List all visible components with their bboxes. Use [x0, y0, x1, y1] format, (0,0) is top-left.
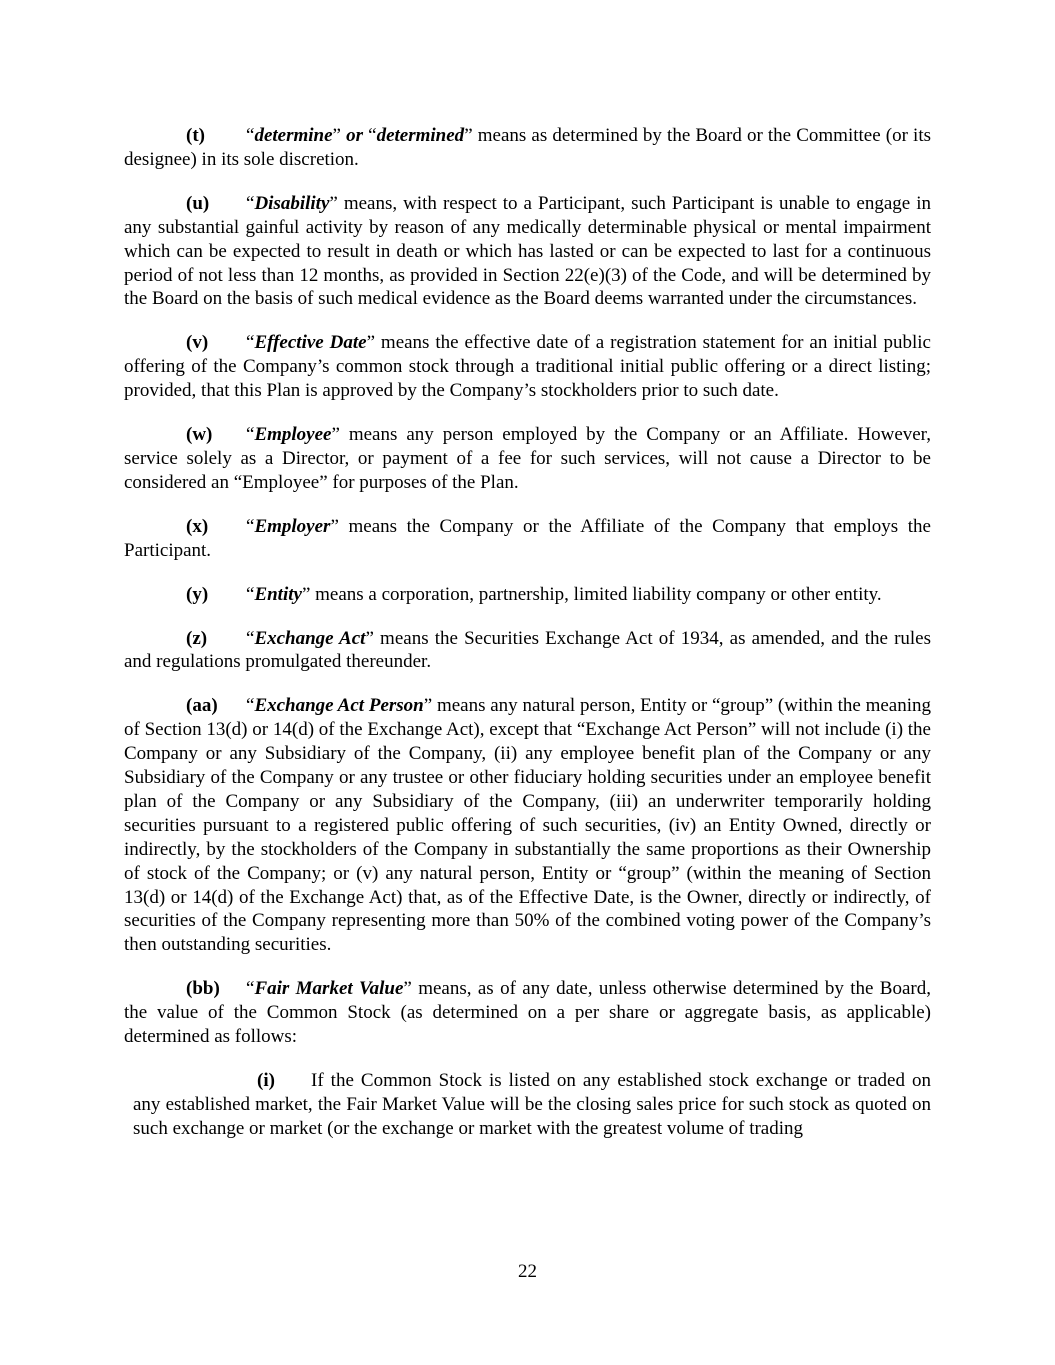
defined-term: Employee	[254, 424, 332, 446]
definition-text: means the Company or the Affiliate of the Company that employs the Participant.	[124, 515, 931, 561]
defined-term: Entity	[254, 583, 302, 605]
defined-term: determine	[254, 125, 333, 146]
definition-u: (u) “Disability” means, with respect to a Participant, such Participant is unable to engage in any substantial gainful activity by reason of any medically determinable physical or mental impairment which can be expected to result in death or which has lasted or can be expected to last for a continuous period of not less than 12 months, as provided in Section 22(e)(3) of the Code, and will be determined by the Board on the basis of such medical evidence as the Board deems warranted under the circumstances.	[124, 192, 931, 310]
definition-w: (w) “Employee” means any person employed by the Company or an Affiliate. However, service solely as a Director, or payment of a fee for such services, will not cause a Director to be considered an “Employee” for purposes of the Plan.	[124, 424, 931, 493]
definition-text: means any natural person, Entity or “group” (within the meaning of Section 13(d) or 14(d) of the Exchange Act), except that “Exchange Act Person” will not include (i) the Company or any Subsidiary of the Company, (ii) any employee benefit plan of the Company or any Subsidiary of the Company or any trustee or other fiduciary holding securities under an employee benefit plan of the Company or any Subsidiary of the Company, (iii) an underwriter temporarily holding securities pursuant to a registered public offering of such securities, (iv) an Entity Owned, directly or indirectly, by the stockholders of the Company in substantially the same proportions as their Ownership of stock of the Company; or (v) any natural person, Entity or “group” (within the meaning of Section 13(d) or 14(d) of the Exchange Act) that, as of the Effective Date, is the Owner, directly or indirectly, of securities of the Company representing more than 50% of the combined voting power of the Company’s then outstanding securities.	[124, 695, 931, 956]
definition-text: means as determined by the Board or the Committee (or its designee) in its sole discretion.	[124, 125, 931, 170]
section-label: (v)	[186, 332, 209, 354]
definition-aa: (aa) “Exchange Act Person” means any natural person, Entity or “group” (within the meaning of Section 13(d) or 14(d) of the Exchange Act), except that “Exchange Act Person” will not include (i) the Company or any Subsidiary of the Company, (ii) any employee benefit plan of the Company or any Subsidiary of the Company or any trustee or other fiduciary holding securities under an employee benefit plan of the Company or any Subsidiary of the Company, (iii) an underwriter temporarily holding securities pursuant to a registered public offering of such securities, (iv) an Entity Owned, directly or indirectly, by the stockholders of the Company in substantially the same proportions as their Ownership of stock of the Company; or (v) any natural person, Entity or “group” (within the meaning of Section 13(d) or 14(d) of the Exchange Act) that, as of the Effective Date, is the Owner, directly or indirectly, of securities of the Company representing more than 50% of the combined voting power of the Company’s then outstanding securities.	[124, 695, 931, 956]
subsection-label: (i)	[257, 1070, 275, 1091]
definition-y: (y) “Entity” means a corporation, partnership, limited liability company or other entity.	[186, 583, 882, 605]
defined-term: Fair Market Value	[254, 978, 404, 1000]
definition-t: (t) “determine” or “determined” means as determined by the Board or the Committee (or its designee) in its sole discretion.	[124, 125, 931, 170]
section-label: (y)	[186, 583, 209, 605]
document-page	[124, 124, 931, 1141]
definition-z: (z) “Exchange Act” means the Securities Exchange Act of 1934, as amended, and the rules and regulations promulgated thereunder.	[124, 627, 931, 673]
definition-v: (v) “Effective Date” means the effective date of a registration statement for an initial public offering of the Company’s common stock through a traditional initial public offering or a direct listing; provided, that this Plan is approved by the Company’s stockholders prior to such date.	[124, 332, 931, 402]
defined-term: Exchange Act Person	[254, 695, 424, 717]
definition-text: means, as of any date, unless otherwise determined by the Board, the value of the Common Stock (as determined on a per share or aggregate basis, as applicable) determined as follows:	[124, 978, 931, 1048]
section-label: (u)	[186, 192, 210, 214]
page-number: 22	[518, 1261, 537, 1282]
defined-term: Effective Date	[254, 332, 367, 354]
definition-text: means any person employed by the Company or an Affiliate. However, service solely as a Director, or payment of a fee for such services, will not cause a Director to be considered an “Employee” for purposes of the Plan.	[124, 424, 931, 493]
section-label: (aa)	[186, 695, 218, 717]
section-label: (bb)	[186, 978, 220, 1000]
defined-term: determined	[376, 125, 465, 146]
section-label: (t)	[186, 125, 205, 146]
defined-term: Disability	[254, 192, 330, 214]
subparagraph-text: If the Common Stock is listed on any established stock exchange or traded on any established market, the Fair Market Value will be the closing sales price for such stock as quoted on such exchange or market (or the exchange or market with the greatest volume of trading	[133, 1070, 931, 1139]
definition-x: (x) “Employer” means the Company or the Affiliate of the Company that employs the Participant.	[124, 515, 931, 561]
subparagraph-i	[133, 1069, 931, 1141]
defined-term: Employer	[254, 515, 331, 537]
definition-text: means, with respect to a Participant, such Participant is unable to engage in any substantial gainful activity by reason of any medically determinable physical or mental impairment which can be expected to result in death or which has lasted or can be expected to last for a continuous period of not less than 12 months, as provided in Section 22(e)(3) of the Code, and will be determined by the Board on the basis of such medical evidence as the Board deems warranted under the circumstances.	[124, 192, 931, 310]
definition-bb: (bb) “Fair Market Value” means, as of any date, unless otherwise determined by the Board, the value of the Common Stock (as determined on a per share or aggregate basis, as applicable) determined as follows:	[124, 978, 931, 1048]
section-label: (w)	[186, 424, 213, 446]
defined-term: Exchange Act	[254, 627, 366, 649]
section-label: (z)	[186, 627, 208, 649]
section-label: (x)	[186, 515, 209, 537]
definition-text: means the Securities Exchange Act of 1934, as amended, and the rules and regulations promulgated thereunder.	[124, 627, 931, 673]
definition-text: means a corporation, partnership, limited liability company or other entity.	[310, 583, 882, 605]
definition-text: means the effective date of a registration statement for an initial public offering of the Company’s common stock through a traditional initial public offering or a direct listing; provided, that this Plan is approved by the Company’s stockholders prior to such date.	[124, 332, 931, 402]
